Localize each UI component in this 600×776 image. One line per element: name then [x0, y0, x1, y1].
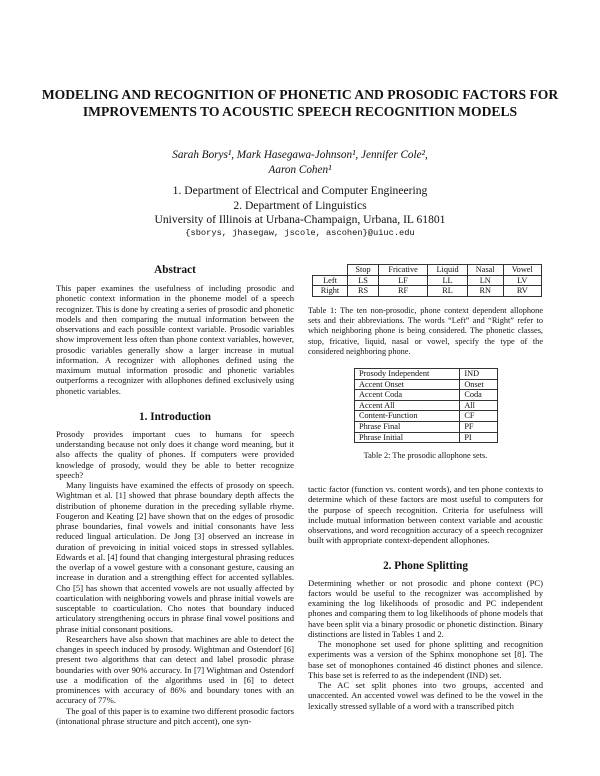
table-row — [355, 379, 498, 390]
intro-paragraph: The goal of this paper is to examine two different prosodic factors (intonational phrase structure and pitch accent), one syn- — [56, 705, 294, 726]
table-cell — [313, 265, 348, 276]
introduction-heading: 1. Introduction — [139, 410, 211, 423]
table-cell: RL — [428, 286, 468, 297]
table-cell: Phrase Final — [355, 421, 460, 432]
affiliation-line: 1. Department of Electrical and Computer Engineering — [172, 184, 428, 197]
intro-paragraph: Many linguists have examined the effects of prosody on speech. Wightman et al. [1] showed that phrase boundary depth affects the distribution of phoneme duration in the preceding syllable rhyme. Fougeron and Keating [2] have shown that on the edges of prosodic phrase boundaries, final vowels and initial consonants have less reduced lingual articulation. De Jong [3] observed an increase in duration of prevoicing in initial voiced stops in stressed syllables. Edwards et al. [4] found that changing intergestural phrasing reduces the overlap of a vowel gesture with a consonant gesture, causing an increase in duration and a strengthing effect for accented syllables. Cho [5] has shown that accented vowels are not usually affected by coarticulation with neighboring vowels and phrase initial vowels are susceptable to coarticulation. Cho notes that boundary induced articulatory strengthening occurs in phrase final vowel positions and phrase initial consonant positions. — [56, 480, 294, 634]
table-1-caption: Table 1: The ten non-prosodic, phone context dependent allophone sets and their abbreviations. The words “Left” and “Right” refer to which neighboring phone is being considered. The phonetic classes, stop, fricative, liquid, nasal or vowel, specify the type of the considered neighboring phone. — [308, 306, 543, 356]
section2-paragraph: Determining whether or not prosodic and phone context (PC) factors would be useful to the recognizer was accomplished by examining the log likelihoods of prosodic and PC independent phones and comparing them to log likelihoods of phone models that have been split via a binary prosodic or phonetic distinction. Binary distinctions are listed in Tables 1 and 2. — [308, 577, 543, 639]
section2-paragraph: The monophone set used for phone splitting and recognition experiments was a version of the Sphinx monophone set [8]. The base set of monophones contained 46 distinct phones and silence. This base set is referred to as the independent (IND) set. — [308, 639, 543, 680]
abstract-heading: Abstract — [154, 264, 196, 276]
table-cell: CF — [460, 411, 498, 422]
table-row — [355, 432, 498, 443]
table-cell: Liquid — [428, 265, 468, 276]
continuation-paragraph: tactic factor (function vs. content words), and ten phone contexts to determine which of these factors are most useful to computers for the purpose of speech recognition. Criteria for usefulness will include mutual information between context variable and acoustic observations, and word recognition accuracy of a speech recognizer built with appropriate context-dependent allophones. — [308, 484, 543, 546]
table-row — [313, 275, 542, 286]
section2-paragraph: The AC set split phones into two groups, accented and unaccented. An accented vowel was defined to be the vowel in the lexically stressed syllable of a word with a transcribed pitch — [308, 680, 543, 711]
table-cell: RN — [467, 286, 503, 297]
table-row — [355, 421, 498, 432]
affiliation-line: 2. Department of Linguistics — [233, 198, 367, 212]
table-1 — [312, 264, 542, 297]
table-cell: PI — [460, 432, 498, 443]
right-column — [308, 484, 543, 711]
table-row — [355, 369, 498, 380]
table-cell: Fricative — [379, 265, 428, 276]
table-cell: Accent Onset — [355, 379, 460, 390]
table-cell: IND — [460, 369, 498, 380]
table-cell: PF — [460, 421, 498, 432]
abstract-text: This paper examines the usefulness of including prosodic and phonetic context information in the phoneme model of a speech recognizer. This is done by creating a series of prosodic and phonetic models and then comparing the mutual information between the observations and each possible context variable. Prosodic variables show improvement less often than phone context variables, however, prosodic variables generally show a larger increase in mutual information. A recognizer with allophones defined using the maximum mutual information prosodic and phonetic variables outperforms a recognizer with allophones defined exclusively using phonetic variables. — [56, 283, 294, 396]
table-cell: RF — [379, 286, 428, 297]
table-cell: RS — [348, 286, 379, 297]
table-cell: Nasal — [467, 265, 503, 276]
paper-title: MODELING AND RECOGNITION OF PHONETIC AND PROSODIC FACTORS FOR IMPROVEMENTS TO ACOUSTIC SPEECH RECOGNITION MODELS — [41, 87, 559, 119]
table-cell: Phrase Initial — [355, 432, 460, 443]
intro-paragraph: Prosody provides important cues to humans for speech understanding because not only does it change word meaning, but it also affects the quality of phones. If computers were provided knowledge of prosody, would they be able to better recognize speech? — [56, 428, 294, 480]
author-line-1: Sarah Borys¹, Mark Hasegawa-Johnson¹, Jennifer Cole², — [172, 149, 428, 161]
table-cell: Vowel — [503, 265, 541, 276]
table-row — [355, 411, 498, 422]
table-cell: LS — [348, 275, 379, 286]
table-cell: LN — [467, 275, 503, 286]
affiliation-line: University of Illinois at Urbana-Champaign, Urbana, IL 61801 — [154, 213, 446, 227]
table-cell: RV — [503, 286, 541, 297]
author-line-2: Aaron Cohen¹ — [268, 163, 332, 176]
table-2-caption: Table 2: The prosodic allophone sets. — [363, 451, 488, 460]
table-cell: Coda — [460, 390, 498, 401]
table-cell: Left — [313, 275, 348, 286]
email-addresses: {sborys, jhasegaw, jscole, ascohen}@uiuc.edu — [185, 228, 415, 238]
table-2 — [354, 368, 498, 443]
table-cell: Accent Coda — [355, 390, 460, 401]
table-cell: Accent All — [355, 400, 460, 411]
table-cell: Onset — [460, 379, 498, 390]
phone-splitting-heading: 2. Phone Splitting — [383, 559, 468, 572]
table-row — [355, 400, 498, 411]
table-cell: Prosody Independent — [355, 369, 460, 380]
table-cell: LV — [503, 275, 541, 286]
table-cell: All — [460, 400, 498, 411]
table-cell: LF — [379, 275, 428, 286]
table-cell: Right — [313, 286, 348, 297]
left-column — [56, 263, 294, 726]
table-cell: LL — [428, 275, 468, 286]
table-cell: Stop — [348, 265, 379, 276]
intro-paragraph: Researchers have also shown that machines are able to detect the changes in speech induced by prosody. Wightman and Ostendorf [6] present two algorithms that can detect and label prosodic phrase boundaries with over 90% accuracy. In [7] Wightman and Ostendorf use a modification of the algorithms used in [6] to detect prominences with accuracy of 86% and boundary tones with an accuracy of 77%. — [56, 633, 294, 706]
table-row — [355, 390, 498, 401]
author-list — [40, 148, 560, 177]
table-header-row — [313, 265, 542, 276]
affiliations — [40, 184, 560, 228]
table-row — [313, 286, 542, 297]
table-cell: Content-Function — [355, 411, 460, 422]
